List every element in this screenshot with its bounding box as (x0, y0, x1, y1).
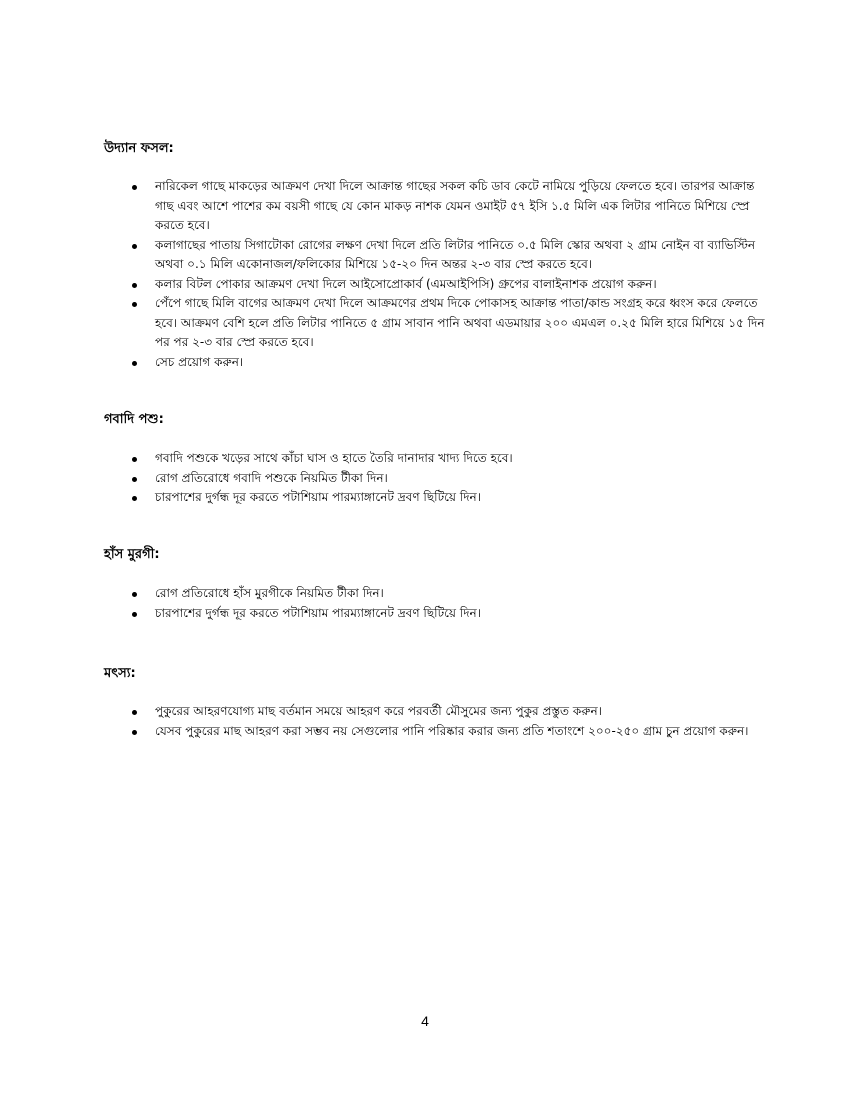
horticulture-list (130, 177, 770, 372)
bullet-icon (132, 477, 137, 482)
list-item (130, 469, 770, 489)
list-item-text: চারপাশের দুর্গন্ধ দূর করতে পটাশিয়াম পারম্যাঙ্গানেট দ্রবণ ছিটিয়ে দিন। (155, 490, 482, 504)
livestock-list (130, 449, 770, 508)
bullet-icon (132, 457, 137, 462)
list-item (130, 236, 770, 275)
bullet-icon (132, 612, 137, 617)
list-item (130, 275, 770, 295)
list-item-text: কলার বিটল পোকার আক্রমণ দেখা দিলে আইসোপ্রোকার্ব (এমআইপিসি) গ্রুপের বালাইনাশক প্রয়োগ করুন। (155, 276, 657, 291)
list-item (130, 353, 770, 373)
list-item-text: যেসব পুকুরের মাছ আহরণ করা সম্ভব নয় সেগুলোর পানি পরিষ্কার করার জন্য প্রতি শতাংশে ২০০-২৫০ গ্রাম চুন প্রয়োগ করুন। (155, 723, 749, 738)
list-item-text: রোগ প্রতিরোধে গবাদি পশুকে নিয়মিত টীকা দিন। (155, 470, 388, 485)
poultry-list (130, 584, 770, 623)
list-item-text: চারপাশের দুর্গন্ধ দূর করতে পটাশিয়াম পারম্যাঙ্গানেট দ্রবণ ছিটিয়ে দিন। (155, 605, 482, 620)
bullet-icon (132, 361, 137, 366)
list-item (130, 702, 770, 722)
fisheries-list (130, 702, 770, 741)
section-heading-horticulture: উদ্যান ফসল: (104, 141, 174, 156)
bullet-icon (132, 496, 137, 501)
section-heading-fisheries: মৎস্য: (104, 666, 136, 681)
bullet-icon (132, 730, 137, 735)
bullet-icon (132, 302, 137, 307)
list-item (130, 604, 770, 624)
bullet-icon (132, 283, 137, 288)
list-item (130, 488, 770, 508)
bullet-icon (132, 244, 137, 249)
page-number: 4 (421, 1013, 429, 1029)
bullet-icon (132, 710, 137, 715)
list-item-text: গবাদি পশুকে খড়ের সাথে কাঁচা ঘাস ও হাতে তৈরি দানাদার খাদ্য দিতে হবে। (155, 451, 513, 465)
list-item-text: পেঁপে গাছে মিলি বাগের আক্রমণ দেখা দিলে আক্রমণের প্রথম দিকে পোকাসহ আক্রান্ত পাতা/কান্ড সংগ্রহ করে ধ্বংস করে ফেলতে হবে। আক্রমণ বেশি হলে প্রতি লিটার পানিতে ৫ গ্রাম সাবান পানি অথবা এডমায়ার ২০০ এমএল ০.২৫ মিলি হারে মিশিয়ে ১৫ দিন পর পর ২-৩ বার স্প্রে করতে হবে। (155, 296, 765, 349)
list-item-text: নারিকেল গাছে মাকড়ের আক্রমণ দেখা দিলে আক্রান্ত গাছের সকল কচি ডাব কেটে নামিয়ে পুড়িয়ে ফেলতে হবে। তারপর আক্রান্ত গাছ এবং আশে পাশের কম বয়সী গাছে যে কোন মাকড় নাশক যেমন ওমাইট ৫৭ ইসি ১.৫ মিলি এক লিটার পানিতে মিশিয়ে স্প্রে করতে হবে। (155, 179, 755, 232)
section-heading-livestock: গবাদি পশু: (104, 412, 164, 427)
list-item (130, 177, 770, 236)
list-item (130, 584, 770, 604)
list-item-text: কলাগাছের পাতায় সিগাটোকা রোগের লক্ষণ দেখা দিলে প্রতি লিটার পানিতে ০.৫ মিলি স্কোর অথবা ২ গ্রাম নোইন বা ব্যাভিস্টিন অথবা ০.১ মিলি একোনাজল/ফলিকোর মিশিয়ে ১৫-২০ দিন অন্তর ২-৩ বার স্প্রে করতে হবে। (155, 237, 756, 271)
list-item-text: সেচ প্রয়োগ করুন। (155, 354, 244, 369)
list-item (130, 722, 770, 742)
list-item (130, 294, 770, 353)
list-item-text: পুকুরের আহরণযোগ্য মাছ বর্তমান সময়ে আহরণ করে পরবর্তী মৌসুমের জন্য পুকুর প্রস্তুত করুন। (155, 704, 602, 718)
bullet-icon (132, 185, 137, 190)
bullet-icon (132, 592, 137, 597)
list-item-text: রোগ প্রতিরোধে হাঁস মুরগীকে নিয়মিত টীকা দিন। (155, 586, 384, 600)
list-item (130, 449, 770, 469)
section-heading-poultry: হাঁস মুরগী: (104, 547, 160, 562)
